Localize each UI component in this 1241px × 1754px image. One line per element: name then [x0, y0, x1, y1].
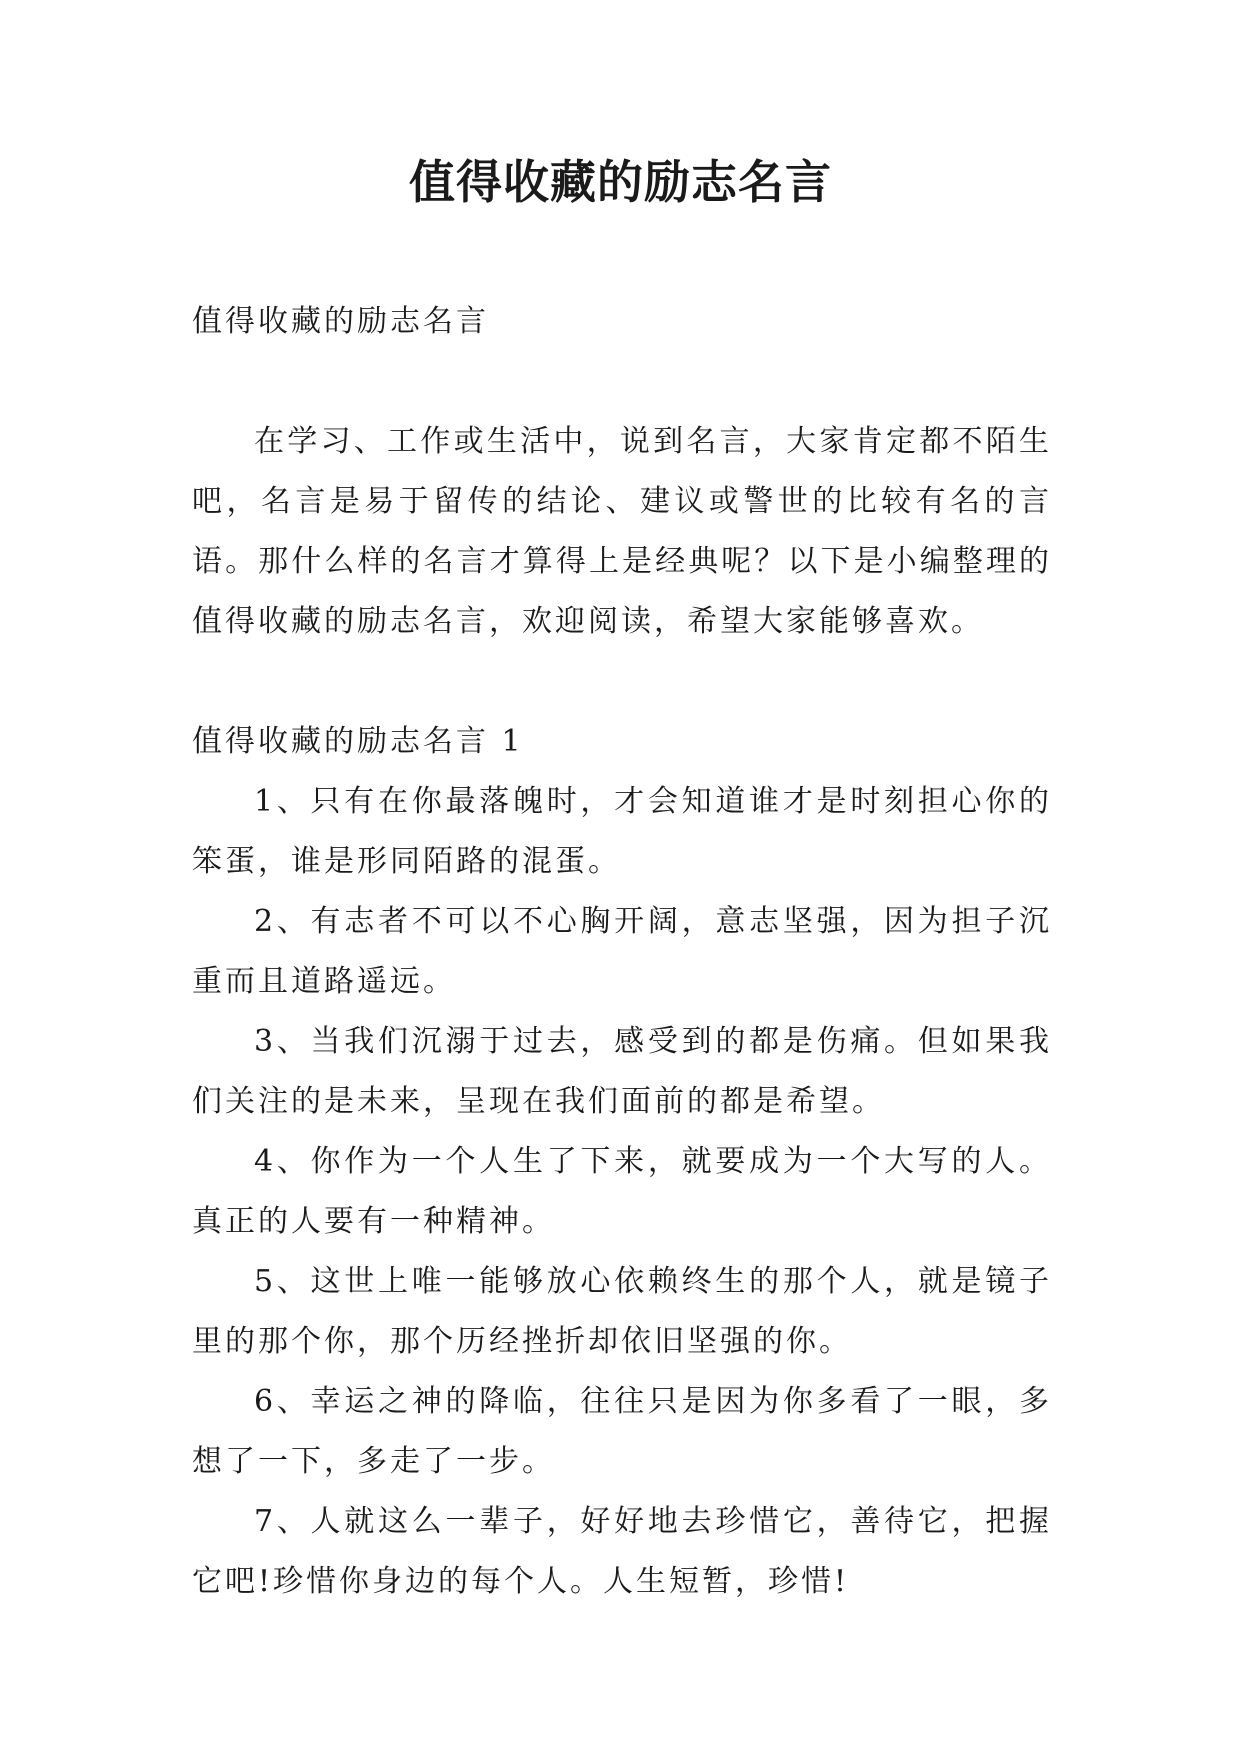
section-heading: 值得收藏的励志名言 1 [192, 724, 524, 759]
quote-item: 1、只有在你最落魄时，才会知道谁才是时刻担心你的笨蛋，谁是形同陌路的混蛋。 [192, 784, 1052, 879]
document-body [192, 292, 1052, 1612]
document-subtitle: 值得收藏的励志名言 [192, 304, 489, 339]
document-title: 值得收藏的励志名言 [409, 155, 832, 209]
quote-item: 4、你作为一个人生了下来，就要成为一个大写的人。真正的人要有一种精神。 [192, 1144, 1052, 1239]
quote-item: 3、当我们沉溺于过去，感受到的都是伤痛。但如果我们关注的是未来，呈现在我们面前的都是希望。 [192, 1024, 1052, 1119]
quote-item: 5、这世上唯一能够放心依赖终生的那个人，就是镜子里的那个你，那个历经挫折却依旧坚强的你。 [192, 1264, 1052, 1359]
quote-item: 6、幸运之神的降临，往往只是因为你多看了一眼，多想了一下，多走了一步。 [192, 1384, 1052, 1479]
quote-item: 7、人就这么一辈子，好好地去珍惜它，善待它，把握它吧!珍惜你身边的每个人。人生短暂，珍惜! [192, 1504, 1052, 1599]
intro-paragraph: 在学习、工作或生活中，说到名言，大家肯定都不陌生吧，名言是易于留传的结论、建议或警世的比较有名的言语。那什么样的名言才算得上是经典呢？以下是小编整理的值得收藏的励志名言，欢迎阅读，希望大家能够喜欢。 [192, 424, 1052, 639]
quote-item: 2、有志者不可以不心胸开阔，意志坚强，因为担子沉重而且道路遥远。 [192, 904, 1052, 999]
